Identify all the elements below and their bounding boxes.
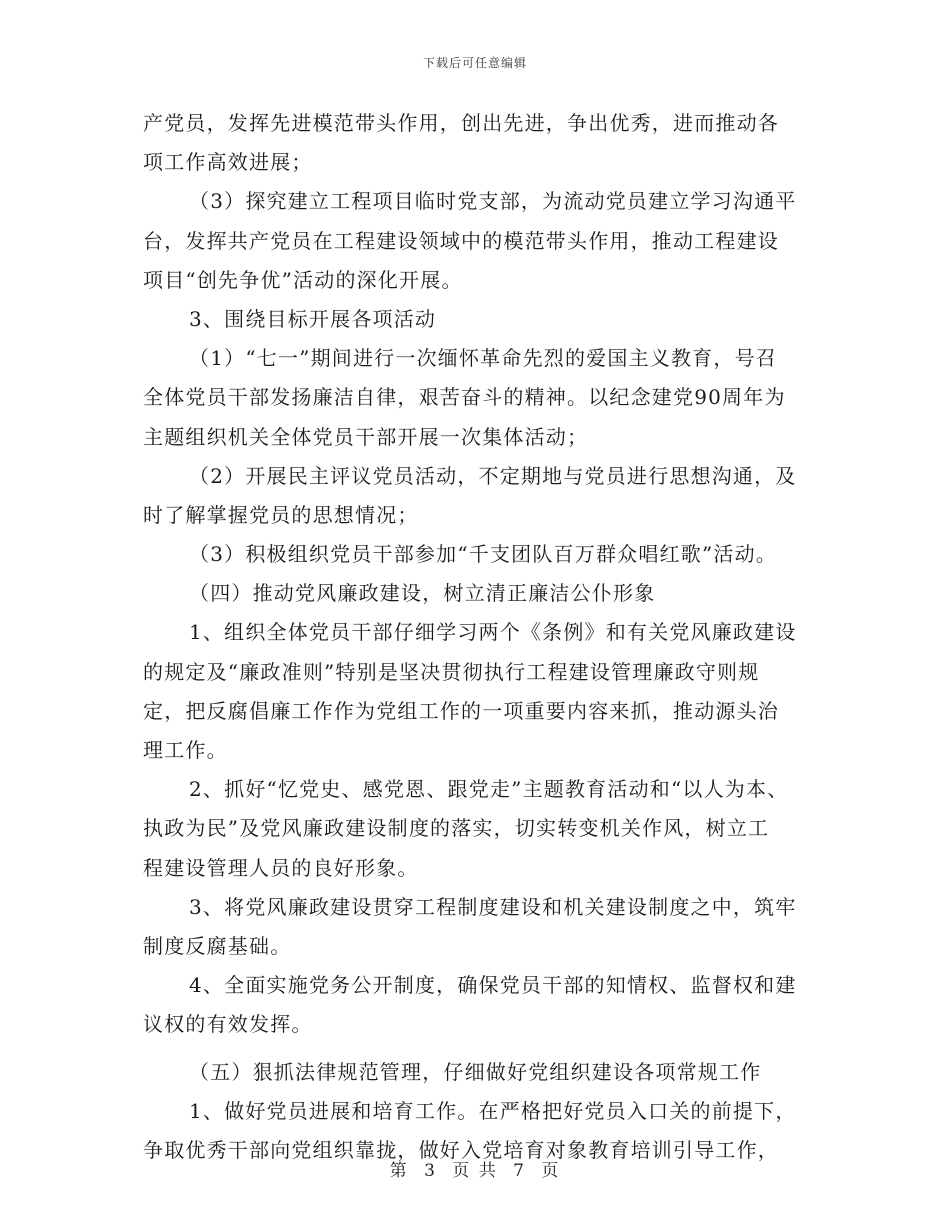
- document-body: [143, 104, 833, 1170]
- text-line: 制度反腐基础。: [143, 933, 292, 958]
- text-line: 2、抓好“忆党史、感党恩、跟党走”主题教育活动和“以人为本、: [189, 777, 789, 802]
- footer-suffix: 页: [541, 1161, 561, 1181]
- section-heading: （四）推动党风廉政建设，树立清正廉洁公仆形象: [189, 581, 656, 606]
- text-line: 1、做好党员进展和培育工作。在严格把好党员入口关的前提下，: [189, 1098, 797, 1123]
- text-line: （1）“七一”期间进行一次缅怀革命先烈的爱国主义教育，号召: [189, 346, 777, 371]
- text-line: 4、全面实施党务公开制度，确保党员干部的知情权、监督权和建: [189, 973, 797, 998]
- text-line: 时了解掌握党员的思想情况；: [143, 502, 419, 527]
- text-line: 定，把反腐倡廉工作作为党组工作的一项重要内容来抓，推动源头治: [143, 698, 779, 723]
- text-line: 1、组织全体党员干部仔细学习两个《条例》和有关党风廉政建设: [189, 620, 797, 645]
- section-heading: （五）狠抓法律规范管理，仔细做好党组织建设各项常规工作: [189, 1059, 762, 1084]
- text-line: 项工作高效进展；: [143, 150, 313, 175]
- text-line: （3）探究建立工程项目临时党支部，为流动党员建立学习沟通平: [189, 189, 797, 214]
- text-line: 项目“创先争优”活动的深化开展。: [143, 267, 463, 292]
- text-line: 执政为民”及党风廉政建设制度的落实，切实转变机关作风，树立工: [143, 816, 770, 841]
- current-page-number: 3: [424, 1161, 437, 1181]
- footer-middle: 页 共: [452, 1161, 498, 1181]
- text-line: 产党员，发挥先进模范带头作用，创出先进，争出优秀，进而推动各: [143, 111, 779, 135]
- text-line: 全体党员干部发扬廉洁自律，艰苦奋斗的精神。以纪念建党90周年为: [143, 385, 786, 410]
- footer-prefix: 第: [389, 1161, 409, 1181]
- page-footer: [0, 1156, 950, 1181]
- text-line: 理工作。: [143, 738, 228, 762]
- text-line: 争取优秀干部向党组织靠拢，做好入党培育对象教育培训引导工作，: [143, 1137, 779, 1162]
- text-line: 3、将党风廉政建设贯穿工程制度建设和机关建设制度之中，筑牢: [189, 894, 797, 919]
- text-line: 台，发挥共产党员在工程建设领域中的模范带头作用，推动工程建设: [143, 228, 779, 253]
- text-line: 程建设管理人员的良好形象。: [143, 855, 419, 880]
- page-header-note: 下载后可任意编辑: [422, 56, 527, 70]
- total-page-count: 7: [513, 1161, 526, 1181]
- text-line: 议权的有效发挥。: [143, 1012, 313, 1037]
- section-heading: 3、围绕目标开展各项活动: [189, 306, 437, 331]
- text-line: 主题组织机关全体党员干部开展一次集体活动；: [143, 424, 589, 449]
- text-line: 的规定及“廉政准则”特别是坚决贯彻执行工程建设管理廉政守则规: [143, 659, 760, 684]
- text-line: （2）开展民主评议党员活动，不定期地与党员进行思想沟通，及: [189, 463, 797, 488]
- text-line: （3）积极组织党员干部参加“千支团队百万群众唱红歌”活动。: [189, 542, 777, 567]
